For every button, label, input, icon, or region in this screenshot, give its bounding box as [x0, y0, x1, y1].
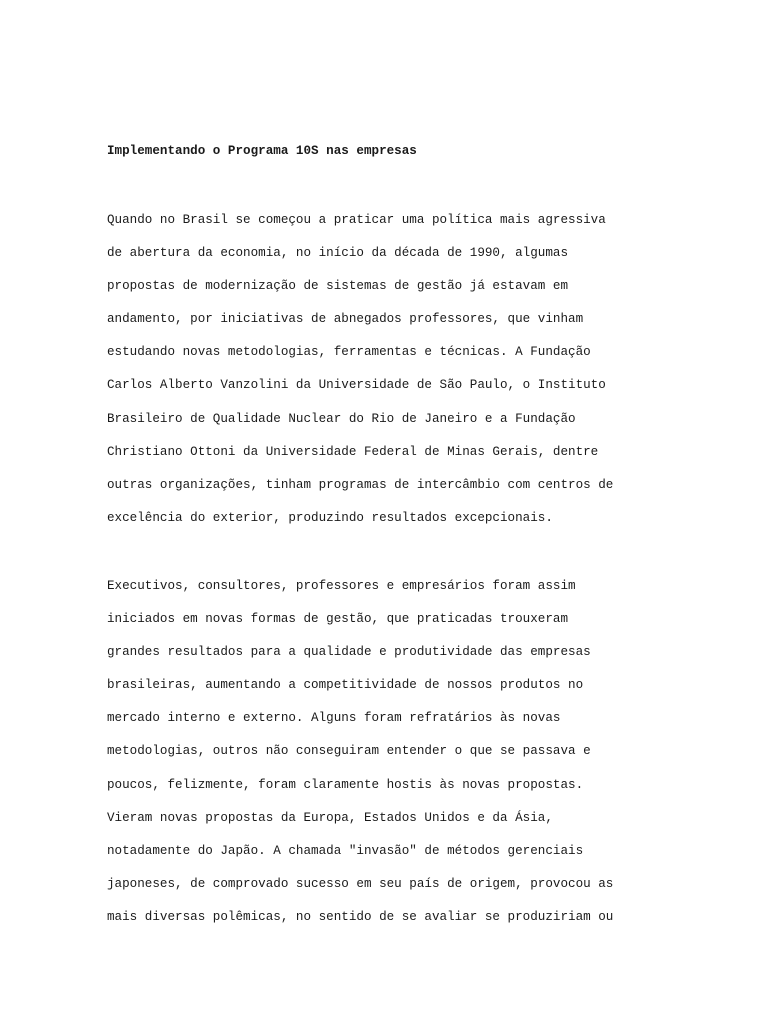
text-line: de abertura da economia, no início da década de 1990, algumas	[107, 246, 569, 261]
text-line: estudando novas metodologias, ferramentas e técnicas. A Fundação	[107, 345, 591, 360]
text-line: propostas de modernização de sistemas de gestão já estavam em	[107, 279, 569, 294]
text-line: japoneses, de comprovado sucesso em seu país de origem, provocou as	[107, 876, 614, 891]
text-line: mais diversas polêmicas, no sentido de se avaliar se produziriam ou	[107, 909, 614, 924]
text-line: poucos, felizmente, foram claramente hostis às novas propostas.	[107, 777, 584, 792]
text-line: iniciados em novas formas de gestão, que praticadas trouxeram	[107, 612, 569, 627]
text-line: andamento, por iniciativas de abnegados professores, que vinham	[107, 312, 584, 327]
text-line: mercado interno e externo. Alguns foram refratários às novas	[107, 711, 561, 726]
text-line: metodologias, outros não conseguiram entender o que se passava e	[107, 744, 591, 759]
paragraph-2	[107, 575, 647, 939]
paragraph-1	[107, 209, 647, 540]
text-line: outras organizações, tinham programas de intercâmbio com centros de	[107, 477, 614, 492]
text-line: grandes resultados para a qualidade e produtividade das empresas	[107, 645, 591, 660]
paragraph-spacing	[107, 540, 647, 575]
text-line: Quando no Brasil se começou a praticar uma política mais agressiva	[107, 213, 606, 227]
document-body	[107, 140, 647, 939]
text-line: brasileiras, aumentando a competitividade de nossos produtos no	[107, 678, 584, 693]
title-spacing	[107, 162, 647, 209]
text-line: Carlos Alberto Vanzolini da Universidade de São Paulo, o Instituto	[107, 378, 606, 393]
text-line: Christiano Ottoni da Universidade Federal de Minas Gerais, dentre	[107, 444, 599, 459]
text-line: notadamente do Japão. A chamada "invasão" de métodos gerenciais	[107, 843, 584, 858]
text-line: Vieram novas propostas da Europa, Estados Unidos e da Ásia,	[107, 810, 553, 825]
text-line: Executivos, consultores, professores e empresários foram assim	[107, 578, 576, 593]
document-title: Implementando o Programa 10S nas empresas	[107, 144, 417, 158]
text-line: Brasileiro de Qualidade Nuclear do Rio de Janeiro e a Fundação	[107, 411, 576, 426]
text-line: excelência do exterior, produzindo resultados excepcionais.	[107, 510, 553, 525]
